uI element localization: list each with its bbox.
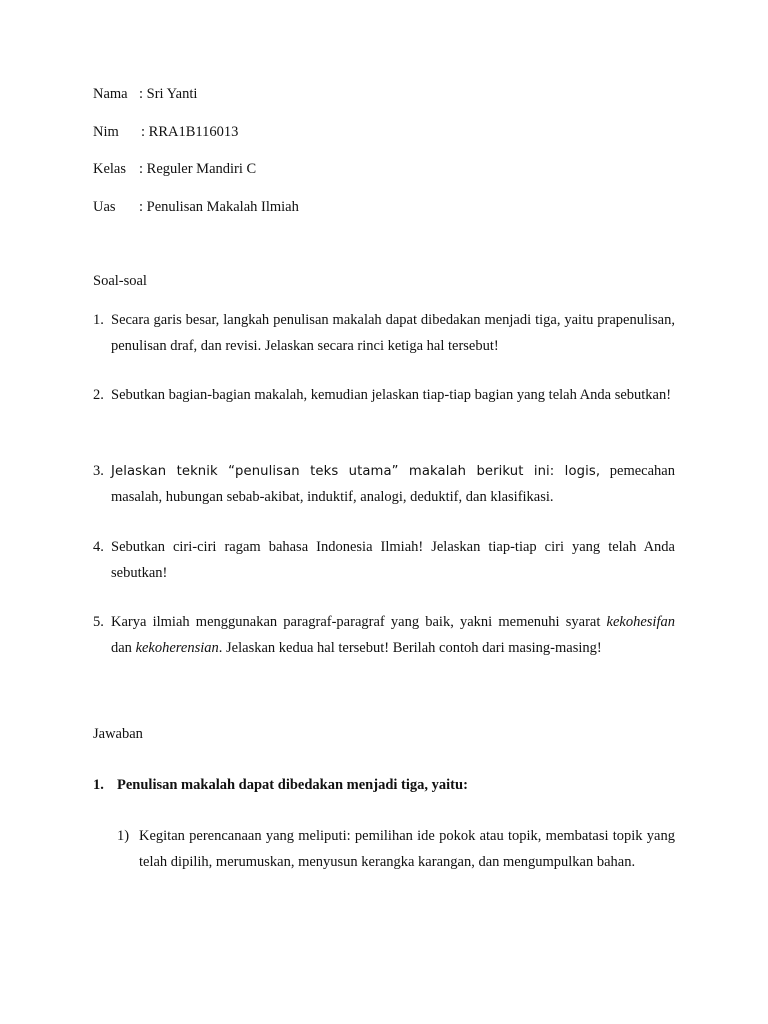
question-1 [93, 308, 675, 359]
header-row-nim [93, 124, 239, 141]
header-label: Nim [93, 124, 119, 140]
header-value: : RRA1B116013 [141, 124, 239, 140]
question-text: Secara garis besar, langkah penulisan makalah dapat dibedakan menjadi tiga, yaitu prapenulisan, penulisan draf, dan revisi. Jelaskan secara rinci ketiga hal tersebut! [111, 312, 675, 354]
answers-heading: Jawaban [93, 726, 143, 742]
question-3 [93, 459, 675, 510]
header-label: Uas [93, 199, 116, 215]
emphasis-term: kekohesifan [606, 614, 675, 630]
question-number: 5. [93, 614, 104, 630]
header-label: Kelas [93, 161, 127, 177]
question-text-part: Jelaskan teknik “penulisan teks utama” makalah berikut ini: logis, [111, 464, 601, 479]
header-value: : Reguler Mandiri C [139, 161, 257, 177]
question-text: Sebutkan bagian-bagian makalah, kemudian jelaskan tiap-tiap bagian yang telah Anda sebutkan! [111, 387, 672, 403]
header-label: Nama [93, 86, 128, 102]
question-text [93, 459, 675, 510]
question-5 [93, 610, 675, 661]
header-value: : Penulisan Makalah Ilmiah [139, 199, 299, 215]
question-4 [93, 535, 675, 586]
item-number: 1) [117, 828, 130, 844]
answer-1-item-1 [117, 823, 675, 875]
questions-heading: Soal-soal [93, 273, 147, 289]
header-row-nama [93, 86, 198, 103]
answer-number: 1. [93, 777, 104, 793]
answer-title-text: Penulisan makalah dapat dibedakan menjadi tiga, yaitu: [117, 777, 468, 793]
header-row-uas [93, 199, 299, 216]
question-2 [93, 383, 675, 409]
question-text-part: . Jelaskan kedua hal tersebut! Berilah contoh dari masing-masing! [218, 639, 602, 656]
question-text-part: Karya ilmiah menggunakan paragraf-paragraf yang baik, yakni memenuhi syarat [111, 614, 607, 630]
answer-1-title [93, 777, 468, 794]
question-text-part: dan [111, 639, 136, 656]
question-number: 2. [93, 387, 104, 403]
header-row-kelas [93, 161, 257, 178]
emphasis-term: kekoherensian [135, 639, 219, 656]
question-text: Sebutkan ciri-ciri ragam bahasa Indonesia Ilmiah! Jelaskan tiap-tiap ciri yang telah Anda sebutkan! [111, 539, 675, 581]
header-value: : Sri Yanti [139, 86, 198, 102]
question-number: 4. [93, 539, 104, 555]
question-text-part: pemecahan masalah, hubungan sebab-akibat, induktif, analogi, deduktif, dan klasifikasi. [111, 463, 675, 505]
question-number: 3. [93, 463, 104, 479]
question-number: 1. [93, 312, 104, 328]
question-text [93, 610, 675, 661]
item-text: Kegitan perencanaan yang meliputi: pemilihan ide pokok atau topik, membatasi topik yang telah dipilih, merumuskan, menyusun kerangka karangan, dan mengumpulkan bahan. [139, 828, 675, 870]
